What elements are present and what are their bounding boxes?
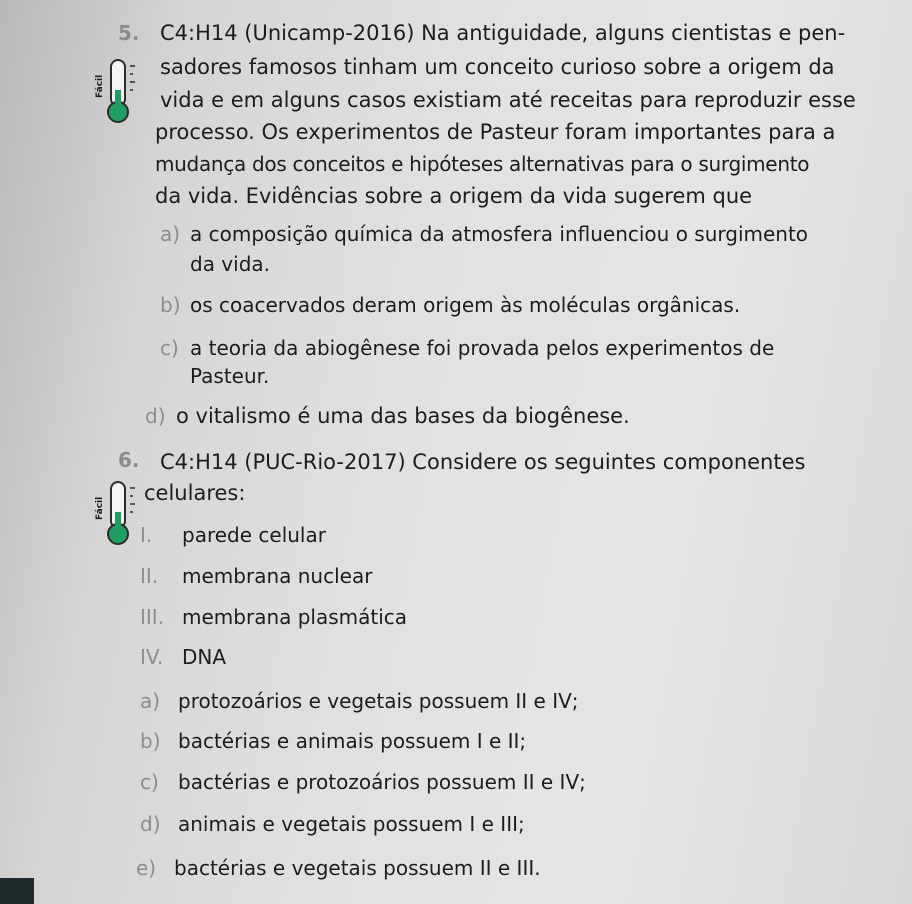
q6-option-d-text: animais e vegetais possuem I e III; xyxy=(178,812,525,836)
q6-item-2-text: membrana nuclear xyxy=(182,564,373,588)
q5-option-b-text: os coacervados deram origem às moléculas orgânicas. xyxy=(190,293,741,317)
q5-option-c-line-1: a teoria da abiogênese foi provada pelos experimentos de xyxy=(190,336,775,360)
q6-stem-line-2: celulares: xyxy=(144,481,246,505)
q6-item-2-roman: II. xyxy=(140,564,159,588)
q6-item-1-text: parede celular xyxy=(182,523,326,547)
q6-item-3-text: membrana plasmática xyxy=(182,605,408,629)
q5-option-d-text: o vitalismo é uma das bases da biogênese. xyxy=(176,404,630,428)
q6-number: 6. xyxy=(118,448,140,472)
q6-option-c-text: bactérias e protozoários possuem II e IV; xyxy=(178,770,586,794)
q5-stem-line-4: processo. Os experimentos de Pasteur foram importantes para a xyxy=(155,120,836,144)
q5-number: 5. xyxy=(118,21,140,45)
q5-option-d-letter: d) xyxy=(145,404,166,428)
page-corner-shadow xyxy=(0,878,34,904)
q6-option-e-text: bactérias e vegetais possuem II e III. xyxy=(174,856,541,880)
q6-option-a-letter: a) xyxy=(140,689,161,713)
q6-option-e-letter: e) xyxy=(136,856,157,880)
q5-option-a-line-1: a composição química da atmosfera influenciou o surgimento xyxy=(190,222,809,246)
q5-difficulty-label: Fácil xyxy=(95,74,105,98)
q5-stem-line-2: sadores famosos tinham um conceito curioso sobre a origem da xyxy=(160,55,835,79)
q6-difficulty-label: Fácil xyxy=(95,496,105,520)
q6-item-4-roman: IV. xyxy=(140,645,164,669)
q5-option-a-line-2: da vida. xyxy=(190,252,271,276)
q5-option-b-letter: b) xyxy=(160,293,181,317)
q5-stem-line-6: da vida. Evidências sobre a origem da vida sugerem que xyxy=(155,184,753,208)
q5-option-c-letter: c) xyxy=(160,336,179,360)
q6-option-b-letter: b) xyxy=(140,729,161,753)
q5-stem-line-1: C4:H14 (Unicamp-2016) Na antiguidade, alguns cientistas e pen- xyxy=(160,21,846,45)
q6-stem-line-1: C4:H14 (PUC-Rio-2017) Considere os seguintes componentes xyxy=(160,450,806,474)
q6-item-1-roman: I. xyxy=(140,523,153,547)
q5-option-a-letter: a) xyxy=(160,222,181,246)
q6-item-4-text: DNA xyxy=(182,645,227,669)
q5-stem-line-3: vida e em alguns casos existiam até receitas para reproduzir esse xyxy=(160,88,856,112)
q6-option-d-letter: d) xyxy=(140,812,161,836)
q6-option-b-text: bactérias e animais possuem I e II; xyxy=(178,729,527,753)
q5-option-c-line-2: Pasteur. xyxy=(190,364,270,388)
q5-stem-line-5: mudança dos conceitos e hipóteses alternativas para o surgimento xyxy=(155,152,810,176)
q6-option-c-letter: c) xyxy=(140,770,159,794)
q6-option-a-text: protozoários e vegetais possuem II e IV; xyxy=(178,689,579,713)
q6-item-3-roman: III. xyxy=(140,605,165,629)
